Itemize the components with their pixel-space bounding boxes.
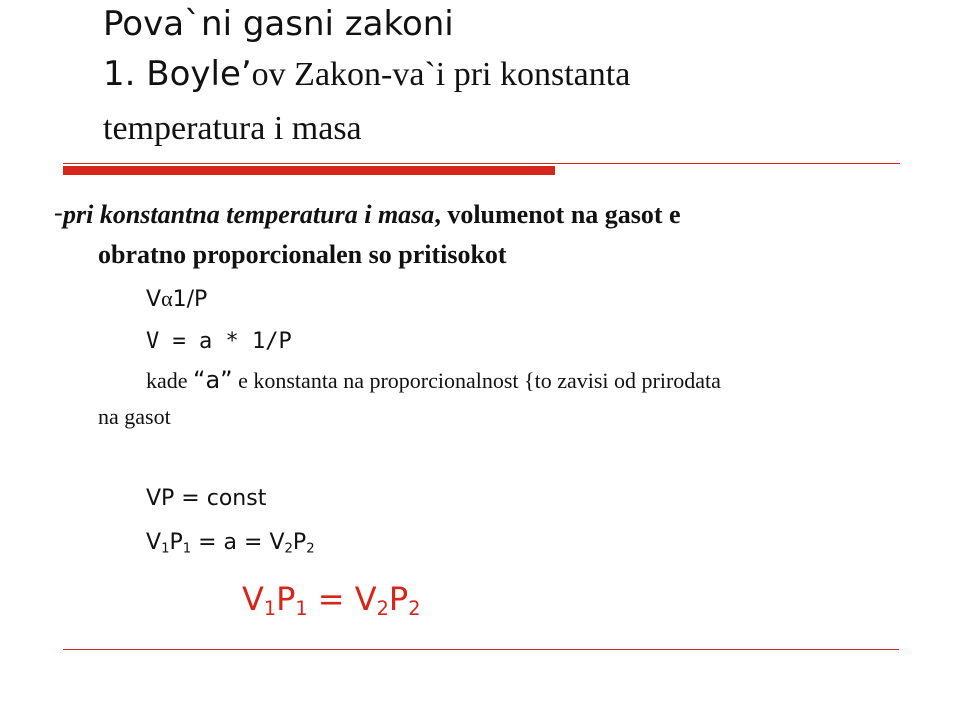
bottom-divider bbox=[63, 649, 899, 650]
kade-line1 bbox=[146, 366, 721, 394]
bullet-dash: - bbox=[54, 198, 63, 227]
title-boyle: 1. Boyle’ bbox=[103, 54, 252, 94]
formula-v1p1-a: $V_1P_1 = a = V_2P_2$ bbox=[146, 530, 315, 557]
formula-proportional bbox=[146, 286, 207, 312]
intro-italic: pri konstantna temperatura i masa bbox=[63, 200, 435, 229]
title-divider-thick bbox=[63, 166, 555, 175]
formula-v: V bbox=[146, 287, 162, 312]
kade-prefix: kade bbox=[146, 368, 194, 393]
intro-line1 bbox=[63, 200, 681, 230]
kade-line2: na gasot bbox=[98, 404, 171, 429]
formula-inverse-p: 1/P bbox=[172, 287, 208, 312]
kade-a: “a” bbox=[193, 366, 233, 394]
title-divider-thin bbox=[63, 163, 900, 164]
slide-title-line2 bbox=[103, 54, 630, 94]
intro-line2: obratno proporcionalen so pritisokot bbox=[98, 240, 507, 269]
intro-rest: , volumenot na gasot e bbox=[434, 200, 681, 229]
formula-vp-const: VP = const bbox=[146, 486, 267, 511]
formula-v-equals: V = a * 1/P bbox=[146, 329, 292, 354]
slide-title-line3: temperatura i masa bbox=[103, 110, 362, 147]
kade-suffix: e konstanta na proporcionalnost {to zavisi od prirodata bbox=[232, 368, 721, 393]
slide-title-line1: Pova`ni gasni zakoni bbox=[103, 4, 454, 44]
alpha-symbol: α bbox=[161, 286, 173, 311]
title-zakon-text: ov Zakon-va`i pri konstanta bbox=[251, 56, 631, 93]
formula-boyle-final: $V_1P_1 = V_2P_2$ bbox=[242, 580, 421, 620]
